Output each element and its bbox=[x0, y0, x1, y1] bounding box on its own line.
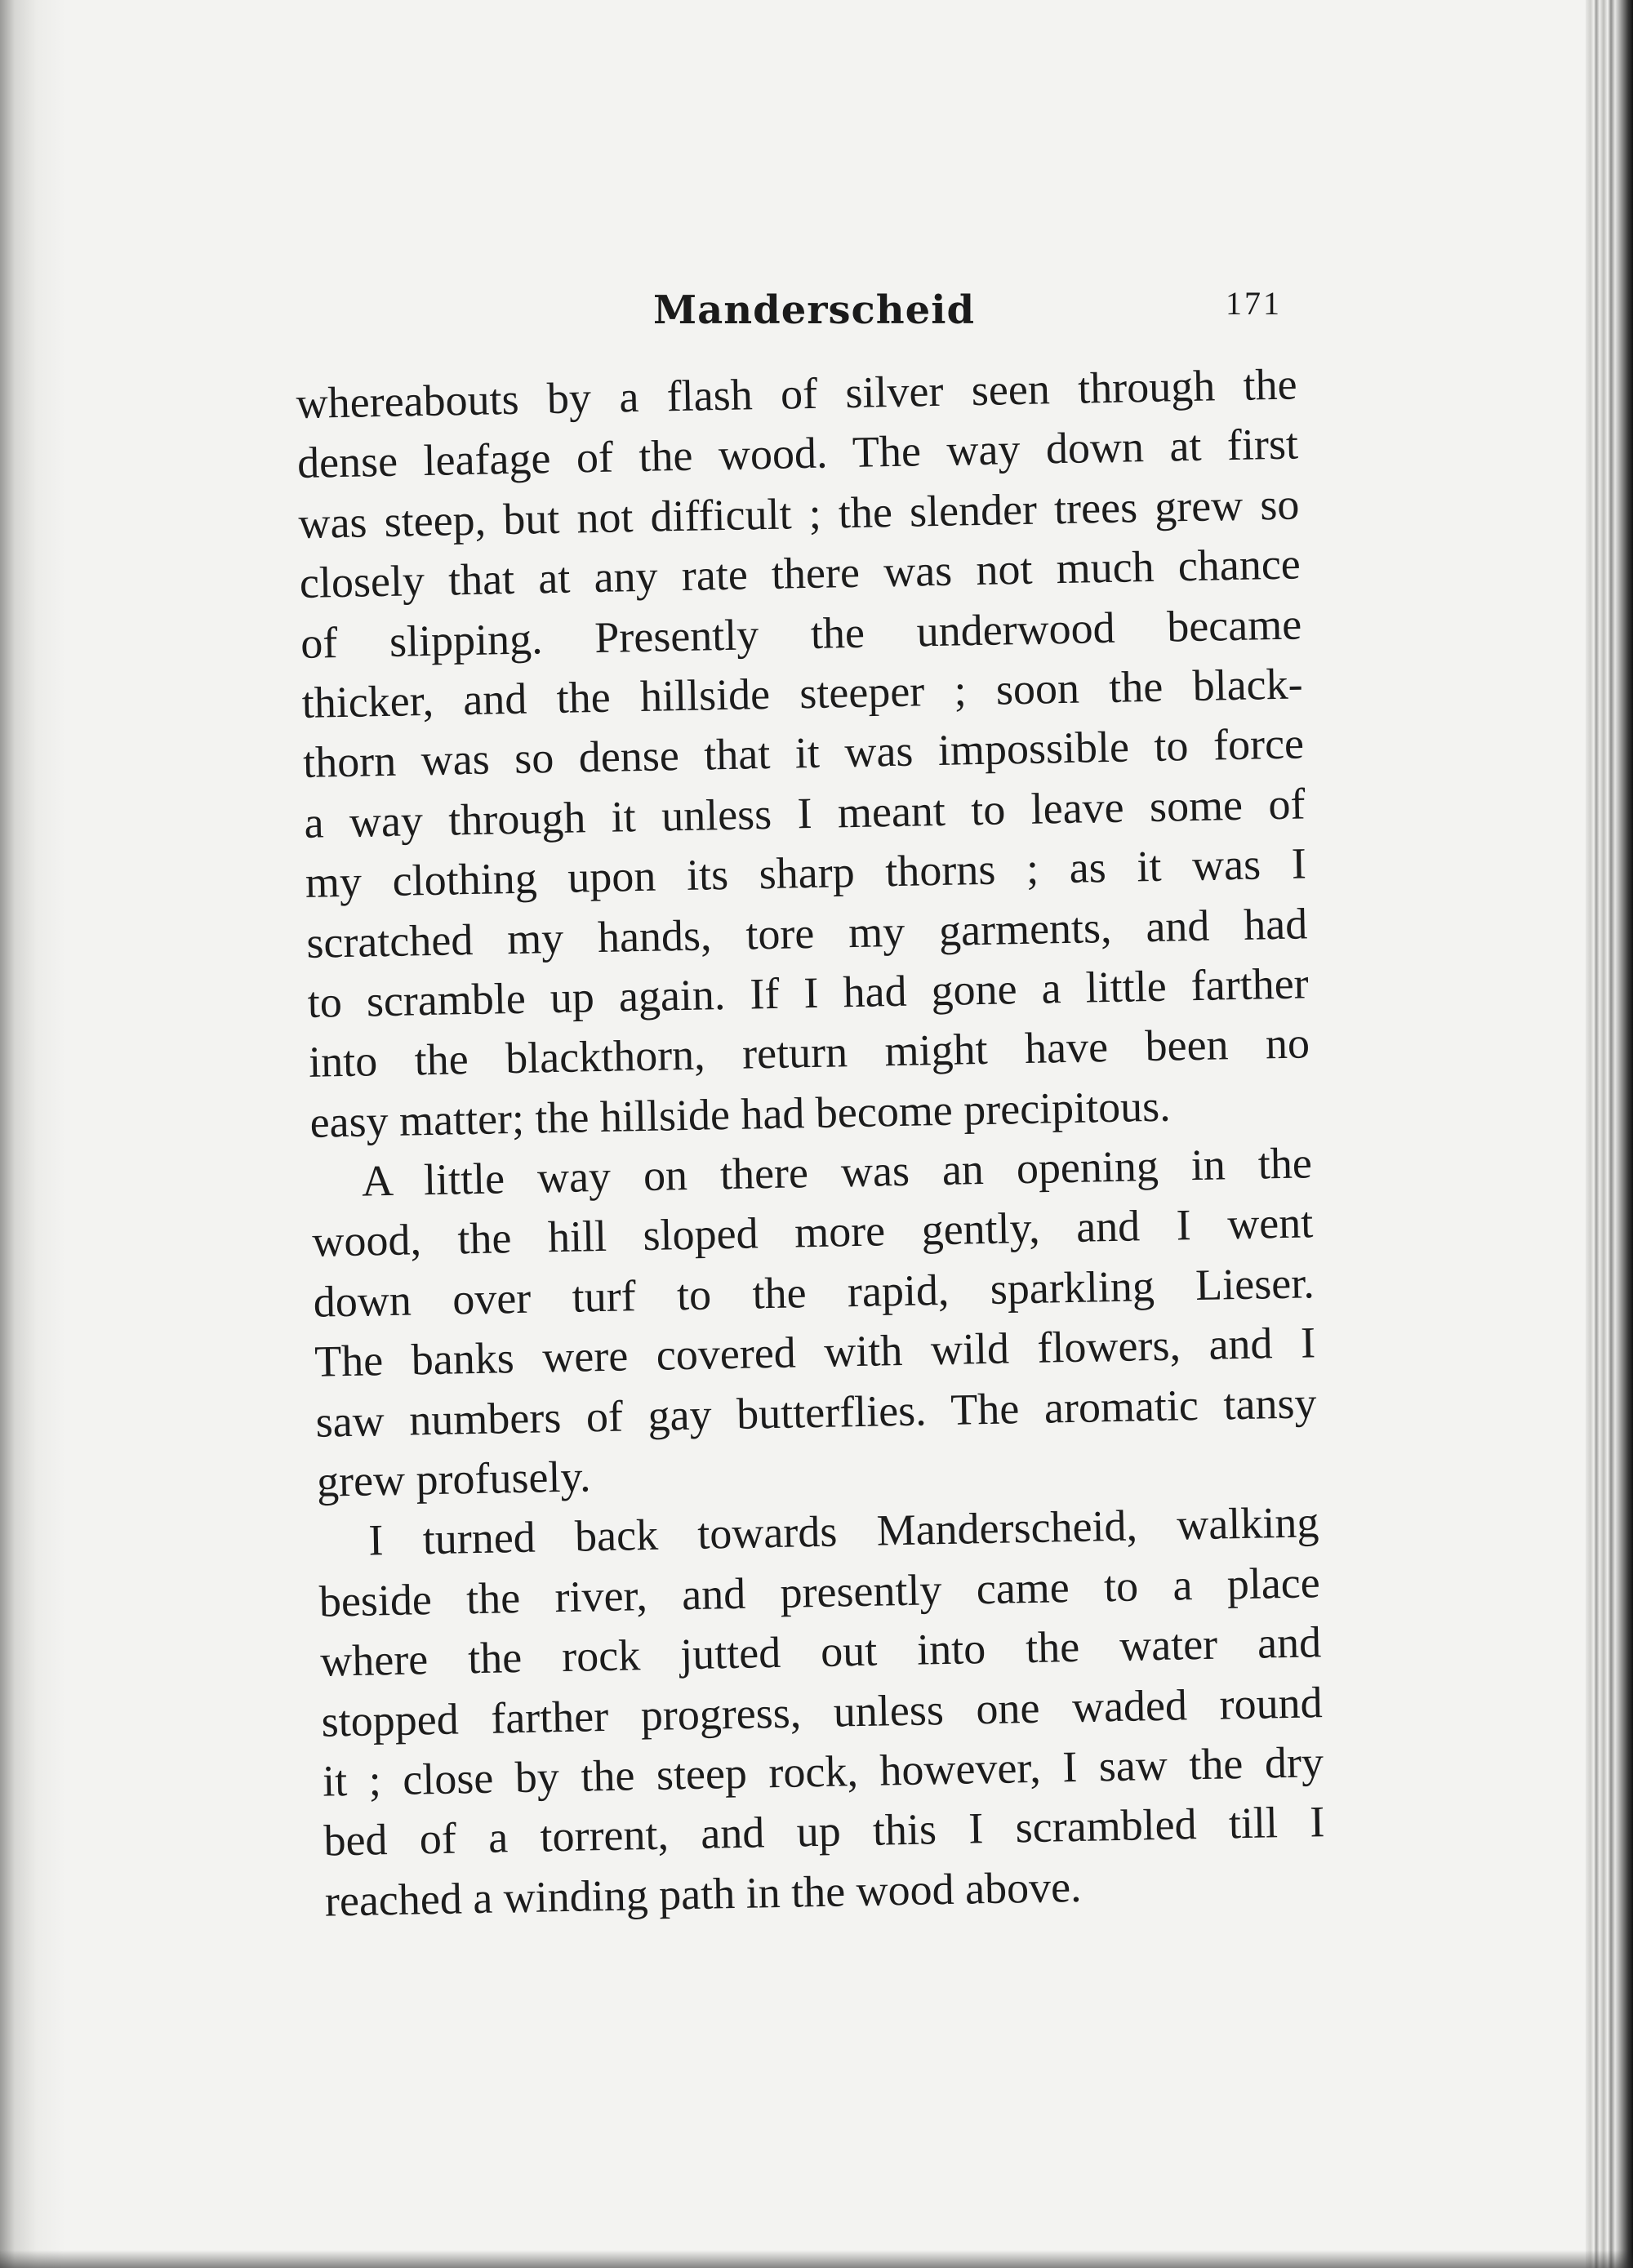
text-line: to scramble up again. If I had gone a little farther bbox=[307, 958, 1310, 1027]
running-title: Manderscheid bbox=[653, 287, 976, 333]
text-line: thorn was so dense that it was impossible to force bbox=[302, 718, 1305, 788]
text-line: reached a winding path in the wood above. bbox=[324, 1861, 1083, 1926]
text-line: was steep, but not difficult ; the slender trees grew so bbox=[297, 479, 1300, 548]
text-line: thicker, and the hillside steeper ; soon the black- bbox=[301, 659, 1304, 727]
text-line: scratched my hands, tore my garments, and had bbox=[305, 898, 1308, 967]
text-line: grew profusely. bbox=[316, 1452, 591, 1506]
text-line: where the rock jutted out into the water and bbox=[319, 1617, 1322, 1686]
text-line: The banks were covered with wild flowers, and I bbox=[314, 1318, 1316, 1387]
text-line: my clothing upon its sharp thorns ; as it was I bbox=[305, 838, 1307, 908]
text-line: closely that at any rate there was not much chance bbox=[299, 539, 1302, 608]
text-line: bed of a torrent, and up this I scrambled till I bbox=[323, 1797, 1325, 1866]
text-line: I turned back towards Manderscheid, walking bbox=[367, 1497, 1319, 1565]
binding-gutter-shadow bbox=[0, 0, 65, 2268]
text-line: dense leafage of the wood. The way down at first bbox=[296, 419, 1299, 488]
text-line: easy matter; the hillside had become precipitous. bbox=[309, 1081, 1172, 1147]
body-text bbox=[296, 354, 1326, 1931]
text-line: down over turf to the rapid, sparkling Lieser. bbox=[313, 1258, 1315, 1327]
text-line: it ; close by the steep rock, however, I saw the dry bbox=[322, 1737, 1324, 1806]
text-line: into the blackthorn, return might have been no bbox=[308, 1018, 1310, 1087]
text-line: a way through it unless I meant to leave some of bbox=[303, 779, 1306, 847]
page-edges bbox=[1586, 0, 1633, 2268]
text-line: of slipping. Presently the underwood became bbox=[300, 598, 1302, 668]
text-line: saw numbers of gay butterflies. The aromatic tansy bbox=[315, 1377, 1317, 1447]
running-head bbox=[294, 287, 1290, 345]
page-number: 171 bbox=[1226, 285, 1282, 322]
text-line: wood, the hill sloped more gently, and I went bbox=[311, 1198, 1314, 1267]
text-line: stopped farther progress, unless one waded round bbox=[321, 1677, 1324, 1746]
text-line: beside the river, and presently came to a place bbox=[318, 1558, 1321, 1626]
text-line: whereabouts by a flash of silver seen through the bbox=[296, 359, 1298, 428]
text-line: A little way on there was an opening in the bbox=[361, 1138, 1313, 1206]
bottom-edge-shadow bbox=[0, 2250, 1633, 2268]
